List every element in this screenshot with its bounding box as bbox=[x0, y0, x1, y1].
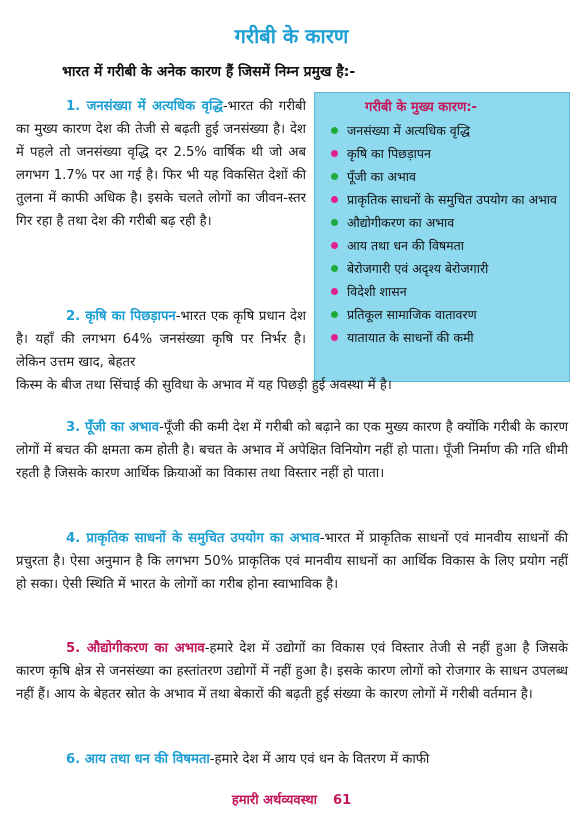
list-item-label: कृषि का पिछड़ापन bbox=[347, 146, 431, 161]
list-item-label: यातायात के साधनों की कमी bbox=[347, 330, 474, 345]
section-text: -पूँजी की कमी देश में गरीबी को बढ़ाने का एक मुख्य कारण है क्योंकि गरीबी के कारण लोगों में बचत की क्षमता कम होती है। बचत के अभाव में अपेक्षित विनियोग नहीं हो पाता। पूँजी निर्माण की गति धीमी रहती है जिसके कारण आर्थिक क्रियाओं का विकास तथा विस्तार नहीं हो पाता। bbox=[16, 420, 569, 481]
page-number: 61 bbox=[333, 793, 352, 808]
green-bullet-icon bbox=[331, 173, 338, 180]
causes-summary-box bbox=[314, 92, 570, 382]
green-bullet-icon bbox=[331, 311, 338, 318]
pink-bullet-icon bbox=[331, 334, 338, 341]
section-population bbox=[16, 95, 306, 233]
section-text: -भारत में प्राकृतिक साधनों एवं मानवीय साधनों की प्रचुरता है। ऐसा अनुमान है कि लगभग 50% प्राकृतिक एवं मानवीय साधनों का आर्थिक विकास के लिए प्रयोग नहीं हो सका। ऐसी स्थिति में भारत के लोगों का गरीब होना स्वाभाविक है। bbox=[16, 531, 569, 592]
list-item bbox=[325, 328, 561, 347]
summary-box-heading: गरीबी के मुख्य कारण:- bbox=[365, 100, 477, 115]
section-heading: 1. जनसंख्या में अत्यधिक वृद्धि bbox=[66, 99, 223, 114]
section-text: -हमारे देश में आय एवं धन के वितरण में काफी bbox=[209, 752, 430, 767]
list-item-label: पूँजी का अभाव bbox=[347, 169, 416, 184]
list-item-label: आय तथा धन की विषमता bbox=[347, 238, 464, 253]
page-footer bbox=[0, 790, 583, 808]
section-agriculture-continued bbox=[16, 374, 568, 397]
section-text: -भारत एक कृषि प्रधान देश है। यहाँ की लगभग 64% जनसंख्या कृषि पर निर्भर है। लेकिन उत्तम खाद, बेहतर bbox=[16, 309, 306, 370]
section-heading: 6. आय तथा धन की विषमता bbox=[66, 752, 210, 767]
pink-bullet-icon bbox=[331, 242, 338, 249]
section-heading: 5. औद्योगीकरण का अभाव bbox=[66, 641, 205, 656]
list-item-label: बेरोजगारी एवं अदृश्य बेरोजगारी bbox=[347, 261, 489, 276]
list-item-label: जनसंख्या में अत्यधिक वृद्धि bbox=[347, 123, 470, 138]
list-item-label: औद्योगीकरण का अभाव bbox=[347, 215, 455, 230]
section-industrialization bbox=[16, 637, 568, 706]
book-title: हमारी अर्थव्यवस्था bbox=[231, 793, 318, 808]
pink-bullet-icon bbox=[331, 288, 338, 295]
summary-list bbox=[325, 121, 561, 347]
list-item bbox=[325, 144, 561, 163]
list-item-label: विदेशी शासन bbox=[347, 284, 407, 299]
intro-text: भारत में गरीबी के अनेक कारण हैं जिसमें निम्न प्रमुख है:- bbox=[62, 64, 356, 80]
green-bullet-icon bbox=[331, 265, 338, 272]
section-text: -भारत की गरीबी का मुख्य कारण देश की तेजी से बढ़ती हुई जनसंख्या है। देश में पहले तो जनसंख्या वृद्धि दर 2.5% वार्षिक थी जो अब लगभग 1.7% पर आ गई है। फिर भी यह विकसित देशों की तुलना में काफी अधिक है। इसके चलते लोगों का जीवन-स्तर गिर रहा है तथा देश की गरीबी बढ़ रही है। bbox=[16, 99, 306, 229]
section-income-inequality bbox=[16, 748, 568, 771]
section-heading: 4. प्राकृतिक साधनों के समुचित उपयोग का अभाव bbox=[66, 531, 320, 546]
pink-bullet-icon bbox=[331, 150, 338, 157]
list-item bbox=[325, 305, 561, 324]
list-item bbox=[325, 236, 561, 255]
section-text: -हमारे देश में उद्योगों का विकास एवं विस्तार तेजी से नहीं हुआ है जिसके कारण कृषि क्षेत्र से जनसंख्या का हस्तांतरण उद्योगों में नहीं हुआ है। इसके कारण लोगों को रोजगार के साधन उपलब्ध नहीं हैं। आय के बेहतर स्रोत के अभाव में तथा बेकारों की बढ़ती हुई संख्या के कारण लोगों में गरीबी वर्तमान है। bbox=[16, 641, 568, 702]
list-item bbox=[325, 167, 561, 186]
section-text: किस्म के बीज तथा सिंचाई की सुविधा के अभाव में यह पिछड़ी हुई अवस्था में है। bbox=[16, 378, 392, 393]
list-item bbox=[325, 121, 561, 140]
list-item-label: प्राकृतिक साधनों के समुचित उपयोग का अभाव bbox=[347, 192, 557, 207]
list-item bbox=[325, 213, 561, 232]
list-item bbox=[325, 190, 561, 209]
list-item-label: प्रतिकूल सामाजिक वातावरण bbox=[347, 307, 477, 322]
section-capital bbox=[16, 416, 568, 485]
section-natural-resources bbox=[16, 527, 568, 596]
green-bullet-icon bbox=[331, 219, 338, 226]
list-item bbox=[325, 282, 561, 301]
section-heading: 3. पूँजी का अभाव bbox=[66, 420, 160, 435]
pink-bullet-icon bbox=[331, 196, 338, 203]
list-item bbox=[325, 259, 561, 278]
section-agriculture bbox=[16, 305, 306, 374]
section-heading: 2. कृषि का पिछड़ापन bbox=[66, 309, 176, 324]
page-title: गरीबी के कारण bbox=[234, 24, 349, 48]
green-bullet-icon bbox=[331, 127, 338, 134]
